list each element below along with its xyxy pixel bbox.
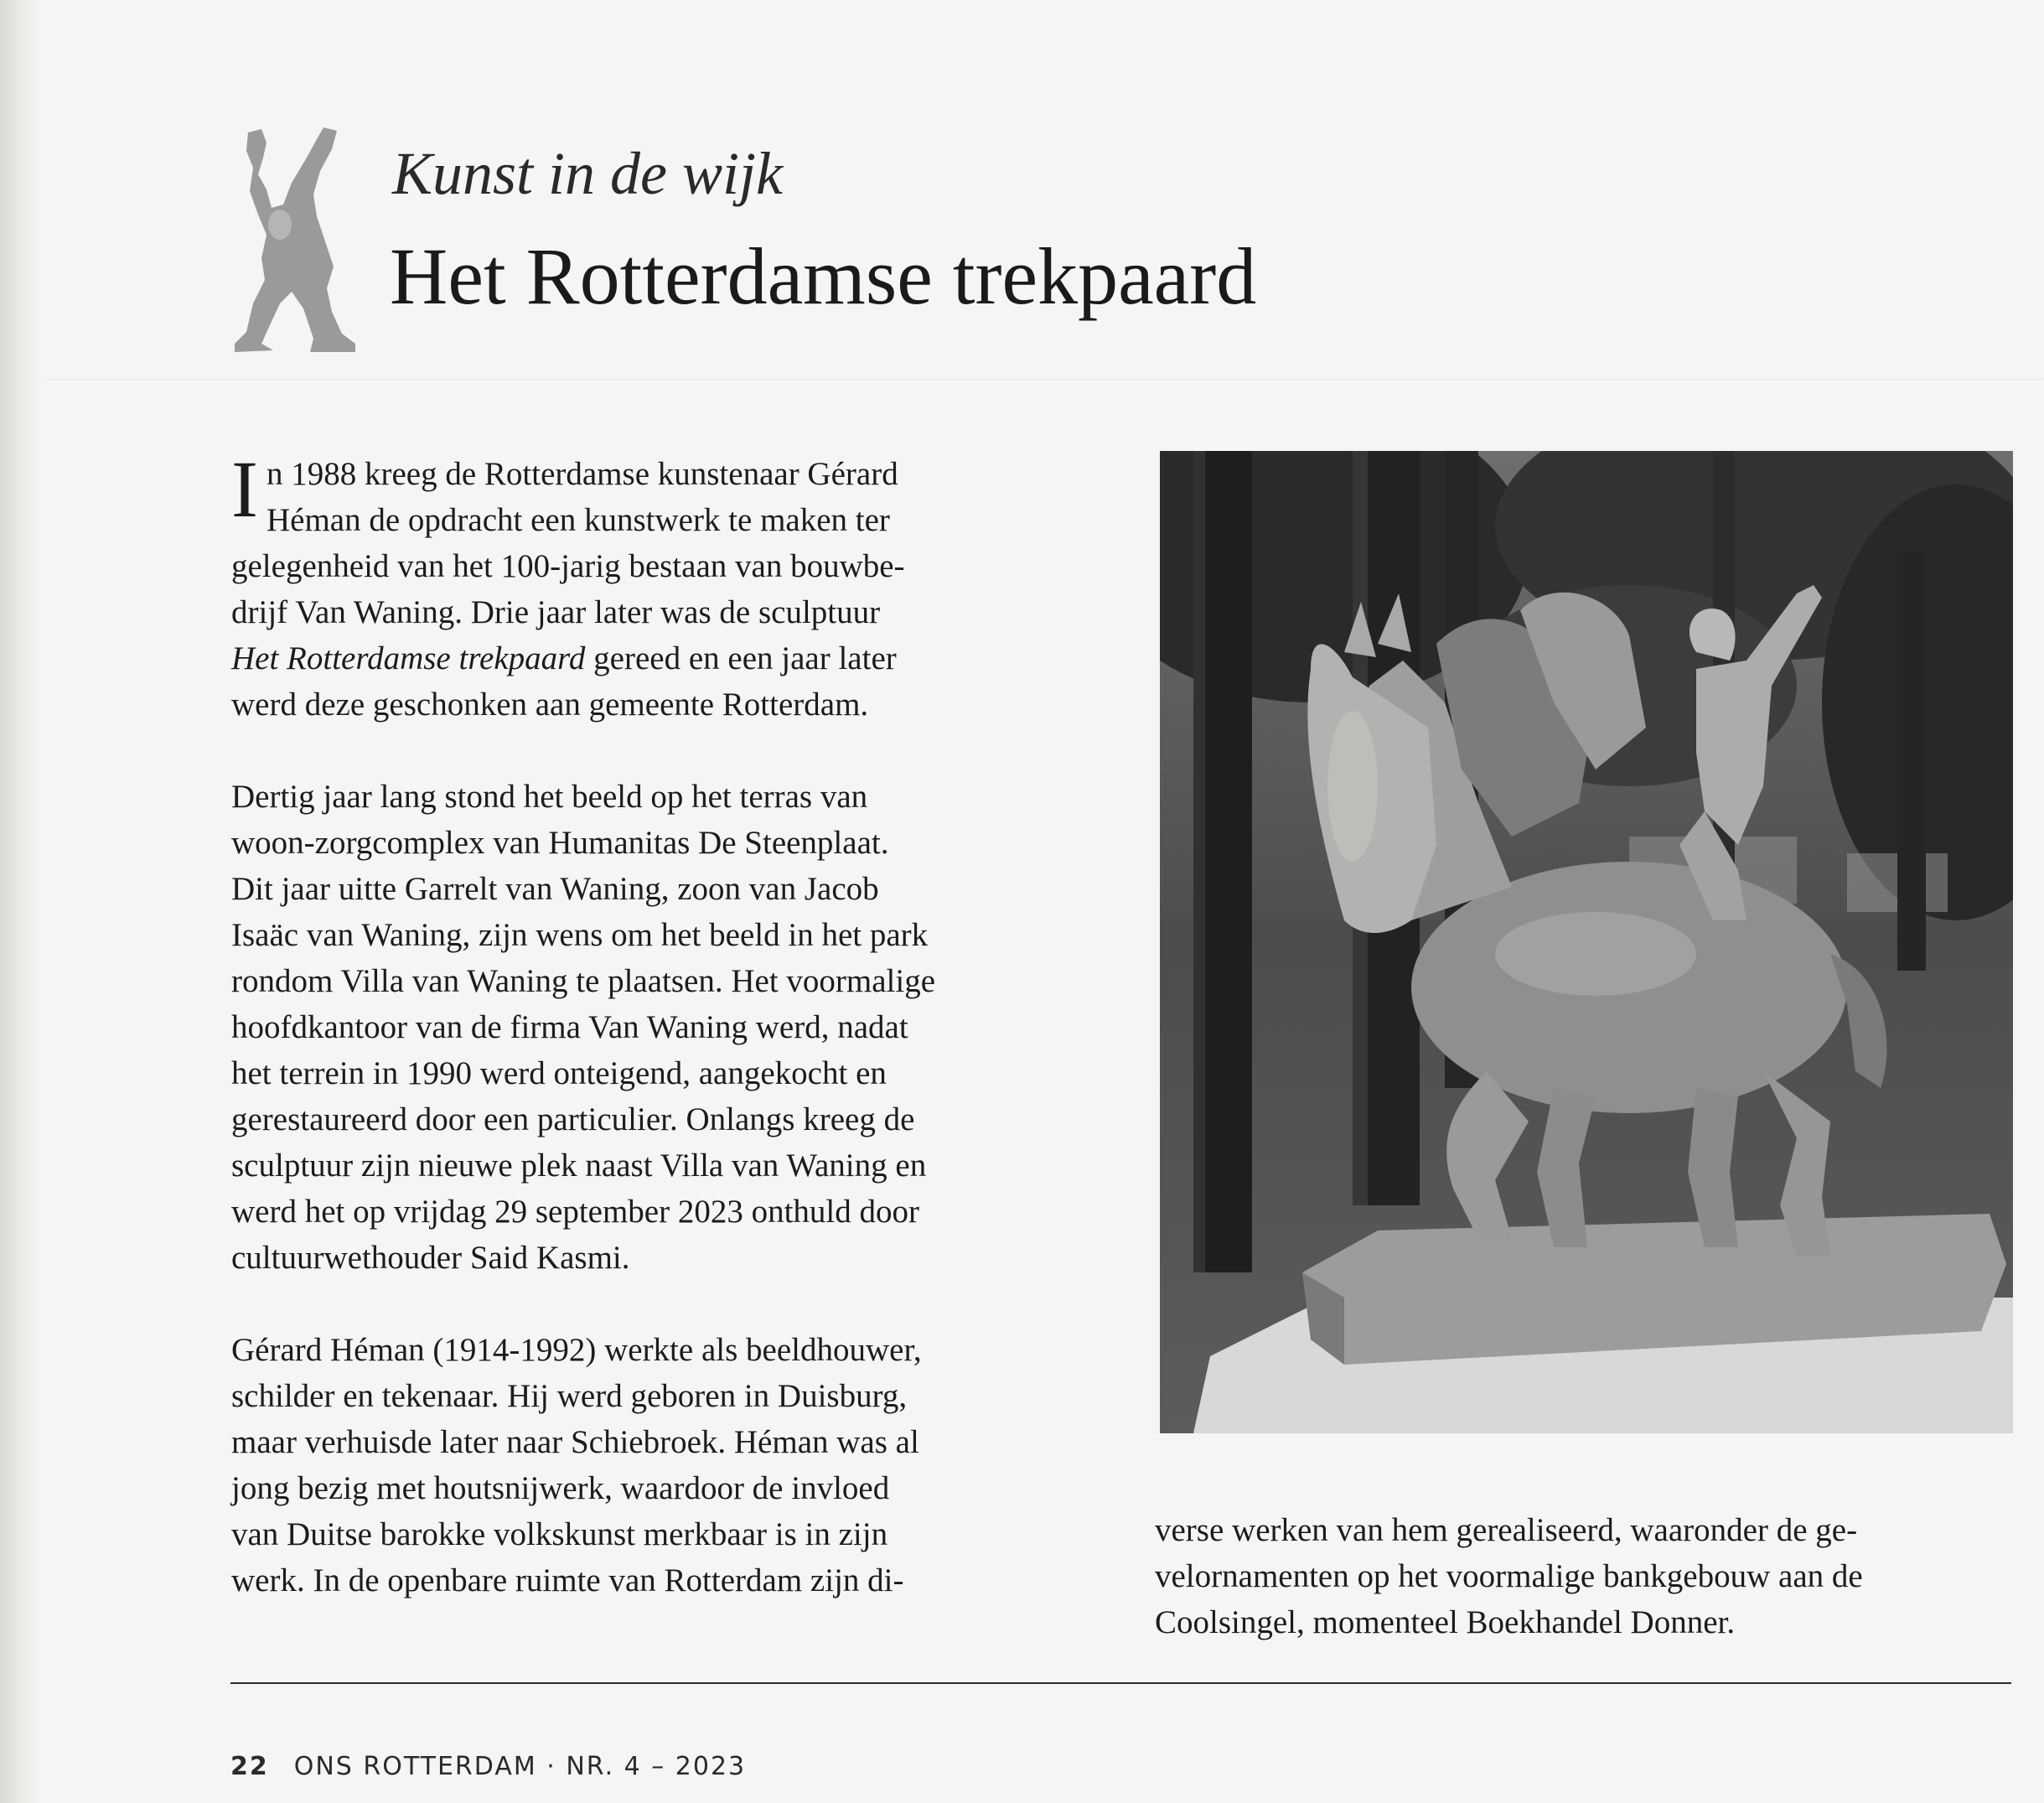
text-line: Dit jaar uitte Garrelt van Waning, zoon van Jacob (231, 871, 879, 907)
page-footer (230, 1752, 746, 1781)
drop-cap: I (231, 444, 258, 534)
text-line: drijf Van Waning. Drie jaar later was de sculptuur (231, 594, 881, 630)
paragraph-3 (231, 1327, 1086, 1604)
text-line: het terrein in 1990 werd onteigend, aangekocht en (231, 1055, 887, 1091)
publication-info: ONS ROTTERDAM · NR. 4 – 2023 (293, 1752, 747, 1781)
text-line: gelegenheid van het 100-jarig bestaan van bouwbe- (231, 548, 905, 584)
article-title: Het Rotterdamse trekpaard (390, 231, 1257, 321)
text-line: sculptuur zijn nieuwe plek naast Villa van Waning en (231, 1148, 927, 1184)
paragraph-3-continued (1155, 1507, 2026, 1645)
footer-rule (230, 1682, 2011, 1684)
section-kicker: Kunst in de wijk (392, 140, 783, 207)
text-line: maar verhuisde later naar Schiebroek. Héman was al (231, 1424, 919, 1460)
text-line: Coolsingel, momenteel Boekhandel Donner. (1155, 1604, 1736, 1640)
text-line: werk. In de openbare ruimte van Rotterdam zijn di- (231, 1562, 904, 1598)
text-line: werd deze geschonken aan gemeente Rotterdam. (231, 686, 869, 723)
text-line: Héman de opdracht een kunstwerk te maken ter (266, 502, 890, 538)
text-line: schilder en tekenaar. Hij werd geboren in Duisburg, (231, 1378, 908, 1414)
text-line: gerestaureerd door een particulier. Onlangs kreeg de (231, 1101, 915, 1137)
text-line: cultuurwethouder Said Kasmi. (231, 1240, 630, 1276)
text-line: verse werken van hem gerealiseerd, waaronder de ge- (1155, 1512, 1858, 1548)
statue-logo-icon (233, 124, 359, 367)
text-line: hoofdkantoor van de firma Van Waning werd, nadat (231, 1009, 908, 1045)
article-body-right (1155, 1507, 2026, 1645)
page-edge (0, 0, 40, 1803)
text-line: werd het op vrijdag 29 september 2023 onthuld door (231, 1194, 919, 1230)
text-line: van Duitse barokke volkskunst merkbaar is in zijn (231, 1516, 888, 1552)
text-line: rondom Villa van Waning te plaatsen. Het voormalige (231, 963, 936, 999)
page-number: 22 (230, 1752, 269, 1781)
artwork-title-italic: Het Rotterdamse trekpaard (231, 640, 586, 676)
text-line (231, 635, 1086, 681)
paper-fold (46, 379, 2044, 381)
paragraph-2 (231, 774, 1086, 1281)
text-fragment: gereed en een jaar later (585, 640, 897, 676)
article-body-left (231, 444, 1086, 1604)
paragraph-1 (231, 444, 1086, 728)
sculpture-photo (1160, 451, 2013, 1433)
text-line: woon-zorgcomplex van Humanitas De Steenplaat. (231, 825, 889, 861)
text-line: Gérard Héman (1914-1992) werkte als beeldhouwer, (231, 1332, 922, 1368)
text-line: velornamenten op het voormalige bankgebouw aan de (1155, 1558, 1863, 1594)
text-line: jong bezig met houtsnijwerk, waardoor de invloed (231, 1470, 890, 1506)
text-line: Dertig jaar lang stond het beeld op het terras van (231, 779, 868, 815)
text-line: n 1988 kreeg de Rotterdamse kunstenaar Gérard (266, 456, 898, 492)
text-line: Isaäc van Waning, zijn wens om het beeld in het park (231, 917, 929, 953)
